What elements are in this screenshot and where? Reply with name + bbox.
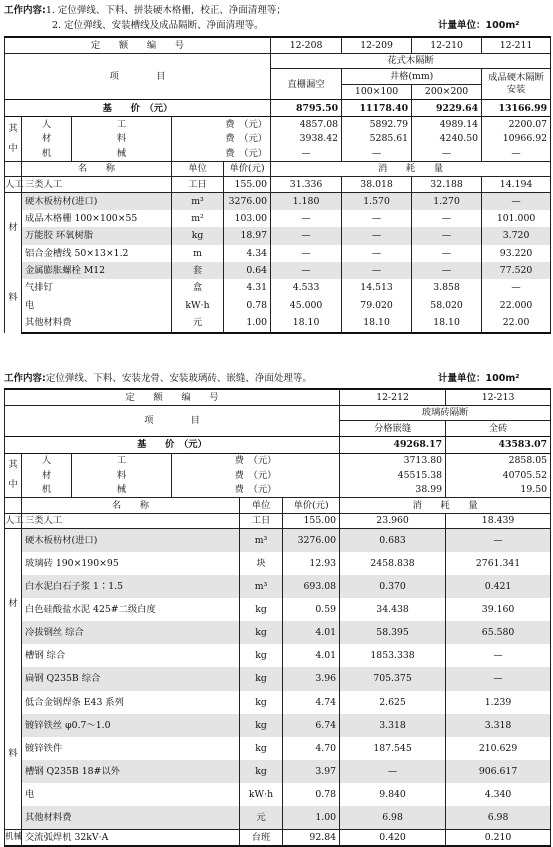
t1-mat-value: 1.570 (342, 192, 412, 210)
t2-side-material: 材 料 (5, 529, 22, 830)
t1-comp-label: 费 （元） (172, 132, 271, 147)
t2-mat-name: 槽钢 Q235B 18#以外 (22, 760, 240, 783)
t2-comp-value: 45515.38 (340, 468, 446, 483)
t1-unit: 计量单位：100m² (438, 20, 520, 31)
t2-base-value: 43583.07 (446, 436, 551, 453)
t1-mat-name: 气排钉 (22, 279, 172, 296)
t1-comp-label: 费 （元） (172, 117, 271, 132)
t2-head-price: 单价(元) (283, 498, 340, 514)
t1-mat-value: 18.10 (412, 314, 482, 333)
t1-code: 12-208 (271, 37, 342, 53)
t1-head-consume: 消 耗 量 (271, 161, 551, 177)
t1-col-name: 直栅漏空 (271, 69, 342, 100)
t1-group-title: 花式木隔断 (271, 53, 551, 69)
t2-code: 12-212 (340, 389, 446, 405)
t2-mat-name: 白色硅酸盐水泥 425#二级白度 (22, 598, 240, 621)
t2-comp-label: 材 (22, 468, 72, 483)
t2-side-qizhong: 其 中 (5, 453, 22, 498)
t2-mat-value: 0.683 (340, 529, 446, 553)
t1-work-content-2: 2. 定位弹线、安装槽线及成品隔断、净面清理等。 (52, 20, 264, 31)
t2-mat-price: 693.08 (283, 575, 340, 598)
t1-mat-value: — (271, 262, 342, 279)
t2-labor-value: 23.960 (340, 513, 446, 529)
t1-mat-value: 1.270 (412, 192, 482, 210)
t1-labor-value: 14.194 (482, 177, 551, 193)
t2-mat-value: 0.421 (446, 575, 551, 598)
t1-side-material: 材 料 (5, 192, 22, 333)
t1-mat-value: 22.00 (482, 314, 551, 333)
t2-mat-name: 镀锌铁件 (22, 737, 240, 760)
t2-head-name: 名 称 (22, 498, 240, 514)
t1-labor-price: 155.00 (224, 177, 271, 193)
t2-comp-label: 械 (72, 483, 172, 498)
t2-machine-price: 92.84 (283, 830, 340, 846)
t2-mat-name: 冷拔钢丝 综合 (22, 621, 240, 644)
t1-mat-unit: m (172, 245, 224, 262)
t1-mat-value: — (482, 279, 551, 296)
t1-mat-value: — (412, 210, 482, 227)
t1-sub-group: 井格(mm) (342, 69, 482, 85)
t1-mat-value: 14.513 (342, 279, 412, 296)
t1-mat-unit: kW·h (172, 297, 224, 314)
t2-comp-value: 40705.52 (446, 468, 551, 483)
t1-code: 12-211 (482, 37, 551, 53)
t1-mat-value: — (482, 192, 551, 210)
t2-mat-price: 3.96 (283, 667, 340, 690)
t1-mat-price: 1.00 (224, 314, 271, 333)
t2-mat-unit: kg (240, 737, 283, 760)
t1-comp-value: 3938.42 (271, 132, 342, 147)
t2-mat-value: 4.340 (446, 783, 551, 806)
t2-labor-value: 18.439 (446, 513, 551, 529)
t2-quota-label: 定 额 编 号 (5, 389, 340, 405)
t1-mat-value: 93.220 (482, 245, 551, 262)
t1-labor-name: 三类人工 (22, 177, 172, 193)
t1-comp-label: 材 (22, 132, 72, 147)
t1-comp-value: — (412, 146, 482, 161)
t2-comp-label: 机 (22, 483, 72, 498)
t2-mat-value: 2761.341 (446, 552, 551, 575)
t2-comp-label: 人 (22, 453, 72, 468)
t2-comp-value: 38.99 (340, 483, 446, 498)
t1-comp-value: 2200.07 (482, 117, 551, 132)
t1-col-name: 成品硬木隔断安装 (482, 69, 551, 100)
t1-mat-value: 45.000 (271, 297, 342, 314)
t1-mat-name: 其他材料费 (22, 314, 172, 333)
t2-mat-value: 187.545 (340, 737, 446, 760)
t1-work-content-1: 工作内容:1. 定位弹线、下料、拼装硬木格栅，校正、净面清理等； (4, 5, 286, 16)
t1-mat-value: — (342, 262, 412, 279)
t1-mat-name: 万能胶 环氧树脂 (22, 227, 172, 244)
t2-mat-unit: kW·h (240, 783, 283, 806)
t2-mat-price: 3.97 (283, 760, 340, 783)
t1-mat-price: 103.00 (224, 210, 271, 227)
t2-mat-name: 白水泥白石子浆 1∶1.5 (22, 575, 240, 598)
t2-mat-price: 12.93 (283, 552, 340, 575)
t1-comp-label: 工 (72, 117, 172, 132)
t2-mat-value: 3.318 (446, 714, 551, 737)
t2-mat-value: 6.98 (340, 806, 446, 830)
t2-labor-unit: 工日 (240, 513, 283, 529)
t2-comp-label: 工 (72, 453, 172, 468)
t1-mat-price: 4.34 (224, 245, 271, 262)
t2-head-consume: 消 耗 量 (340, 498, 551, 514)
t2-comp-label: 费 （元） (172, 483, 340, 498)
t2-col-name: 全砖 (446, 421, 551, 437)
t1-mat-head-blank (5, 161, 22, 177)
t1-head-price: 单价(元) (224, 161, 271, 177)
t2-labor-name: 三类人工 (22, 513, 240, 529)
t1-code: 12-209 (342, 37, 412, 53)
t1-mat-value: — (342, 210, 412, 227)
t1-labor-value: 32.188 (412, 177, 482, 193)
t2-mat-unit: kg (240, 598, 283, 621)
t1-comp-value: 4857.08 (271, 117, 342, 132)
t1-col-name: 100×100 (342, 84, 412, 100)
t2-mat-name: 低合金钢焊条 E43 系列 (22, 691, 240, 714)
t1-mat-value: 3.858 (412, 279, 482, 296)
t2-mat-name: 硬木板枋材(进口) (22, 529, 240, 553)
t1-base-value: 9229.64 (412, 100, 482, 117)
t2-mat-value: 3.318 (340, 714, 446, 737)
t1-mat-price: 0.78 (224, 297, 271, 314)
t1-labor-value: 38.018 (342, 177, 412, 193)
t2-mat-value: 906.617 (446, 760, 551, 783)
t2-head-unit: 单位 (240, 498, 283, 514)
t1-mat-name: 铝合金槽线 50×13×1.2 (22, 245, 172, 262)
t2-col-name: 分格嵌缝 (340, 421, 446, 437)
t1-labor-unit: 工日 (172, 177, 224, 193)
t2-mat-value: 210.629 (446, 737, 551, 760)
t2-comp-label: 费 （元） (172, 453, 340, 468)
t2-mat-name: 玻璃砖 190×190×95 (22, 552, 240, 575)
t1-mat-unit: 元 (172, 314, 224, 333)
t2-code: 12-213 (446, 389, 551, 405)
t2-comp-value: 19.50 (446, 483, 551, 498)
t2-comp-value: 3713.80 (340, 453, 446, 468)
t2-mat-value: 1853.338 (340, 644, 446, 667)
t1-side-qizhong: 其 中 (5, 117, 22, 162)
t1-base-label: 基 价 （元） (5, 100, 271, 117)
t1-mat-unit: 套 (172, 262, 224, 279)
t2-mat-price: 3276.00 (283, 529, 340, 553)
t1-mat-value: 18.10 (342, 314, 412, 333)
t2-mat-value: — (446, 644, 551, 667)
t2-mat-value: — (446, 529, 551, 553)
t1-mat-value: — (342, 245, 412, 262)
t2-machine-value: 0.210 (446, 830, 551, 846)
t1-labor-value: 31.336 (271, 177, 342, 193)
t2-mat-unit: kg (240, 714, 283, 737)
t1-mat-value: — (412, 245, 482, 262)
t1-head-unit: 单位 (172, 161, 224, 177)
t1-comp-value: — (342, 146, 412, 161)
t2-machine-unit: 台班 (240, 830, 283, 846)
t1-mat-value: 1.180 (271, 192, 342, 210)
t1-quota-label: 定 额 编 号 (5, 37, 271, 53)
t1-comp-value: 5285.61 (342, 132, 412, 147)
t2-mat-price: 6.74 (283, 714, 340, 737)
t1-comp-label: 料 (72, 132, 172, 147)
t2-work-content: 工作内容:定位弹线、下料、安装龙骨、安装玻璃砖、嵌缝、净面处理等。 (4, 373, 312, 384)
t1-comp-label: 费 （元） (172, 146, 271, 161)
t1-base-value: 13166.99 (482, 100, 551, 117)
t1-code-row (5, 37, 551, 53)
t1-mat-name: 电 (22, 297, 172, 314)
t2-labor-price: 155.00 (283, 513, 340, 529)
t2-mat-head-blank (5, 498, 22, 514)
t1-mat-value: 58.020 (412, 297, 482, 314)
t2-base-value: 49268.17 (340, 436, 446, 453)
t1-mat-name: 硬木板枋材(进口) (22, 192, 172, 210)
t2-mat-name: 其他材料费 (22, 806, 240, 830)
t1-mat-price: 4.31 (224, 279, 271, 296)
t1-mat-price: 3276.00 (224, 192, 271, 210)
t2-mat-value: 34.438 (340, 598, 446, 621)
t2-side-labor: 人工 (5, 513, 22, 529)
t1-mat-unit: m² (172, 210, 224, 227)
t2-comp-label: 费 （元） (172, 468, 340, 483)
t1-mat-unit: m³ (172, 192, 224, 210)
t1-mat-value: — (271, 210, 342, 227)
t2-mat-unit: m³ (240, 529, 283, 553)
t1-comp-value: — (271, 146, 342, 161)
t2-comp-value: 2858.05 (446, 453, 551, 468)
quota-table-2 (4, 388, 551, 847)
t1-comp-value: 5892.79 (342, 117, 412, 132)
t1-mat-value: 22.000 (482, 297, 551, 314)
t2-mat-value: 65.580 (446, 621, 551, 644)
t2-comp-label: 料 (72, 468, 172, 483)
t2-side-machine: 机械 (5, 830, 22, 846)
t1-mat-value: 101.000 (482, 210, 551, 227)
t2-mat-price: 4.70 (283, 737, 340, 760)
t1-mat-value: — (342, 227, 412, 244)
t2-mat-value: 39.160 (446, 598, 551, 621)
t2-mat-value: 9.840 (340, 783, 446, 806)
t2-mat-price: 4.74 (283, 691, 340, 714)
t2-mat-value: — (446, 667, 551, 690)
t2-mat-name: 电 (22, 783, 240, 806)
t2-mat-price: 4.01 (283, 644, 340, 667)
t2-mat-name: 镀锌铁丝 φ0.7～1.0 (22, 714, 240, 737)
t1-mat-price: 18.97 (224, 227, 271, 244)
t1-mat-value: 18.10 (271, 314, 342, 333)
t2-mat-value: 0.370 (340, 575, 446, 598)
t2-mat-value: — (340, 760, 446, 783)
t2-base-label: 基 价 （元） (5, 436, 340, 453)
t1-mat-value: — (271, 227, 342, 244)
t2-mat-unit: kg (240, 621, 283, 644)
t2-group-title: 玻璃砖隔断 (340, 405, 551, 421)
t2-mat-value: 705.375 (340, 667, 446, 690)
t1-side-labor: 人工 (5, 177, 22, 193)
t1-mat-name: 成品木格栅 100×100×55 (22, 210, 172, 227)
t2-mat-unit: m³ (240, 575, 283, 598)
t2-mat-price: 1.00 (283, 806, 340, 830)
t1-mat-value: — (271, 245, 342, 262)
t2-mat-name: 扁钢 Q235B 综合 (22, 667, 240, 690)
t1-mat-value: — (412, 262, 482, 279)
t1-item-label: 项 目 (5, 53, 271, 100)
t1-comp-value: 4240.50 (412, 132, 482, 147)
t1-comp-label: 械 (72, 146, 172, 161)
t2-mat-unit: 块 (240, 552, 283, 575)
t1-mat-value: 77.520 (482, 262, 551, 279)
t2-mat-value: 1.239 (446, 691, 551, 714)
t1-col-name: 200×200 (412, 84, 482, 100)
t1-comp-value: 4989.14 (412, 117, 482, 132)
t1-comp-label: 人 (22, 117, 72, 132)
t1-comp-value: 10966.92 (482, 132, 551, 147)
t1-mat-unit: 盒 (172, 279, 224, 296)
t1-mat-unit: kg (172, 227, 224, 244)
t2-item-label: 项 目 (5, 405, 340, 436)
t1-base-value: 8795.50 (271, 100, 342, 117)
t1-base-value: 11178.40 (342, 100, 412, 117)
quota-table-1 (4, 36, 551, 334)
t2-machine-value: 0.420 (340, 830, 446, 846)
t2-mat-unit: kg (240, 667, 283, 690)
t2-mat-value: 6.98 (446, 806, 551, 830)
t2-mat-unit: kg (240, 691, 283, 714)
t2-mat-price: 4.01 (283, 621, 340, 644)
t1-mat-value: 3.720 (482, 227, 551, 244)
t2-mat-value: 58.395 (340, 621, 446, 644)
t2-unit: 计量单位：100m² (438, 373, 520, 384)
t1-head-name: 名 称 (22, 161, 172, 177)
t1-mat-value: 4.533 (271, 279, 342, 296)
t2-mat-value: 2.625 (340, 691, 446, 714)
t2-mat-unit: kg (240, 644, 283, 667)
t1-code: 12-210 (412, 37, 482, 53)
t1-mat-name: 金属膨胀螺栓 M12 (22, 262, 172, 279)
t2-machine-name: 交流弧焊机 32kV·A (22, 830, 240, 846)
t2-mat-name: 槽钢 综合 (22, 644, 240, 667)
t1-mat-price: 0.64 (224, 262, 271, 279)
t1-comp-value: — (482, 146, 551, 161)
t2-mat-unit: kg (240, 760, 283, 783)
t1-mat-value: 79.020 (342, 297, 412, 314)
t1-mat-value: — (412, 227, 482, 244)
t2-mat-unit: 元 (240, 806, 283, 830)
t2-mat-price: 0.59 (283, 598, 340, 621)
t1-comp-label: 机 (22, 146, 72, 161)
t2-mat-price: 0.78 (283, 783, 340, 806)
t2-mat-value: 2458.838 (340, 552, 446, 575)
